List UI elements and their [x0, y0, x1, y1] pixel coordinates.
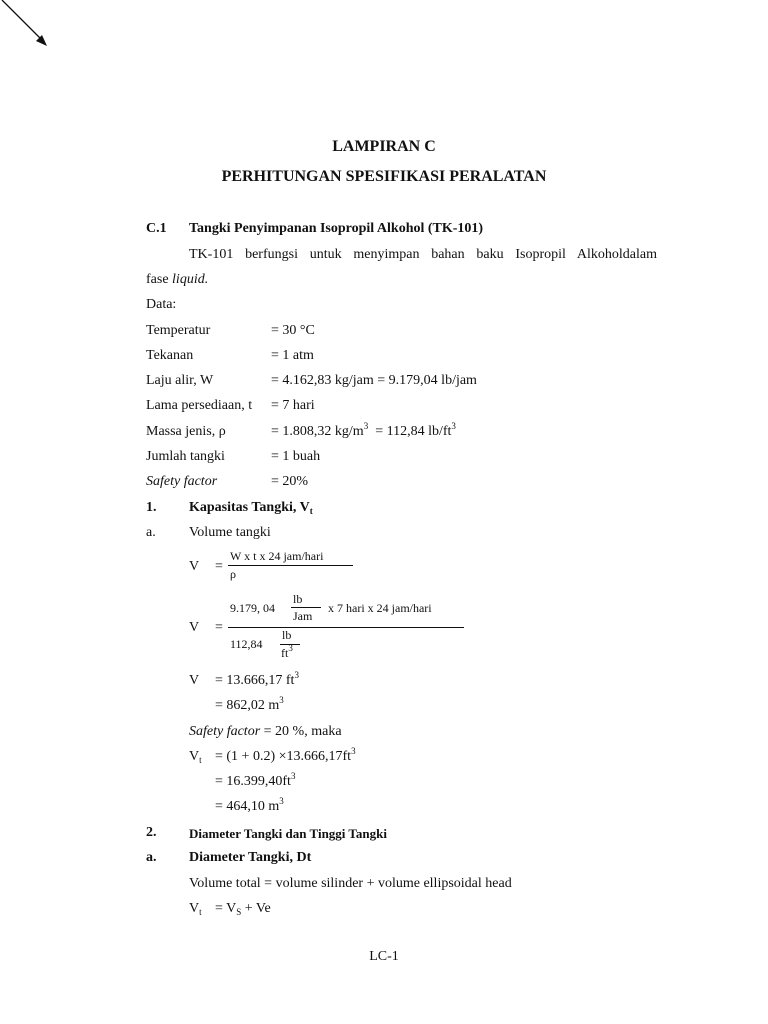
data-row-value: = 1 buah: [271, 449, 321, 464]
data-row-value: [271, 421, 456, 440]
result-line: [215, 796, 284, 815]
sub-step-letter: a.: [146, 850, 157, 865]
step-title-text: Kapasitas Tangki, V: [189, 500, 310, 515]
result-line: [215, 670, 299, 689]
corner-arrow-icon: [0, 0, 60, 60]
unit-fraction-bar: [291, 607, 321, 608]
superscript: 3: [451, 421, 456, 431]
equation-text: = V: [215, 901, 237, 916]
data-row-value: = 20%: [271, 474, 309, 489]
unit-text: ft: [281, 646, 289, 660]
result-line: [215, 695, 284, 714]
unit-denominator: Jam: [293, 609, 313, 623]
data-row-label: Massa jenis, ρ: [146, 424, 226, 439]
sub-step-title: Diameter Tangki, Dt: [189, 850, 312, 865]
unit-denominator: [281, 643, 293, 661]
page-title: LAMPIRAN C: [332, 138, 436, 155]
symbol-text: V: [189, 901, 200, 916]
step-title: [189, 500, 313, 516]
data-label: Data:: [146, 297, 177, 312]
step-title: Diameter Tangki dan Tinggi Tangki: [189, 826, 387, 841]
subscript: t: [199, 755, 202, 765]
fraction-numerator-rest: x 7 hari x 24 jam/hari: [328, 601, 432, 615]
safety-italic: Safety factor: [189, 724, 261, 739]
superscript: 3: [279, 695, 284, 705]
result-text: = 16.399,40ft: [215, 774, 291, 789]
subscript: t: [199, 907, 202, 917]
sub-step-letter: a.: [146, 525, 156, 540]
equation-symbol: V: [189, 620, 200, 635]
unit-numerator: lb: [282, 628, 292, 642]
data-row-value: = 30 °C: [271, 323, 315, 338]
equation-symbol: V: [189, 673, 200, 688]
equals-sign: =: [215, 620, 223, 635]
step-number: 1.: [146, 500, 157, 515]
equation-text: + Ve: [241, 901, 271, 916]
result-text: = (1 + 0.2) ×13.666,17ft: [215, 749, 352, 764]
data-row-value: = 7 hari: [271, 398, 315, 413]
page-subtitle: PERHITUNGAN SPESIFIKASI PERALATAN: [221, 168, 547, 185]
superscript: 3: [279, 796, 284, 806]
data-row-label: Laju alir, W: [146, 373, 214, 388]
page-number: LC-1: [369, 949, 399, 964]
equals-sign: =: [215, 559, 223, 574]
intro-line-2: [146, 272, 208, 288]
symbol-text: V: [189, 749, 200, 764]
data-row-label: Safety factor: [146, 474, 218, 489]
step-number: 2.: [146, 825, 157, 840]
subscript: S: [236, 907, 242, 917]
fraction-numerator-value: 9.179, 04: [230, 601, 275, 615]
sub-step-title: Volume tangki: [189, 525, 271, 540]
data-row-value: = 4.162,83 kg/jam = 9.179,04 lb/jam: [271, 373, 477, 388]
superscript: 3: [288, 643, 293, 653]
intro-prefix: fase: [146, 272, 173, 287]
section-title: Tangki Penyimpanan Isopropil Alkohol (TK-101): [189, 221, 484, 236]
fraction-denominator-value: 112,84: [230, 637, 263, 651]
volume-total-line: Volume total = volume silinder + volume ellipsoidal head: [189, 876, 512, 891]
fraction-bar: [228, 627, 464, 628]
result-text: = 13.666,17 ft: [215, 673, 295, 688]
section-number: C.1: [146, 221, 167, 236]
superscript: 3: [351, 746, 356, 756]
data-row-label: Lama persediaan, t: [146, 398, 253, 413]
result-text: = 464,10 m: [215, 799, 280, 814]
safety-factor-line: [189, 724, 342, 740]
intro-italic: liquid.: [172, 272, 209, 287]
result-line: [215, 746, 356, 765]
unit-numerator: lb: [293, 592, 303, 606]
fraction-numerator: W x t x 24 jam/hari: [230, 549, 324, 563]
vt-symbol: [189, 749, 202, 765]
safety-rest: = 20 %, maka: [260, 724, 342, 739]
data-row-label: Jumlah tangki: [146, 449, 225, 464]
result-line: [215, 771, 296, 790]
superscript: 3: [363, 421, 369, 431]
result-text: = 862,02 m: [215, 698, 280, 713]
superscript: 3: [294, 670, 299, 680]
fraction-denominator: ρ: [230, 567, 236, 581]
subscript: t: [309, 506, 313, 516]
density-imperial: = 112,84 lb/ft: [368, 424, 452, 439]
data-row-label: Tekanan: [146, 348, 194, 363]
superscript: 3: [290, 771, 296, 781]
fraction-bar: [228, 565, 353, 566]
density-si: = 1.808,32 kg/m: [271, 424, 364, 439]
intro-line-1: TK-101 berfungsi untuk menyimpan bahan baku Isopropil Alkoholdalam: [189, 247, 657, 262]
data-row-label: Temperatur: [146, 323, 211, 338]
data-row-value: = 1 atm: [271, 348, 314, 363]
vt-symbol: [189, 901, 202, 917]
equation-line: [215, 901, 271, 917]
equation-symbol: V: [189, 559, 200, 574]
